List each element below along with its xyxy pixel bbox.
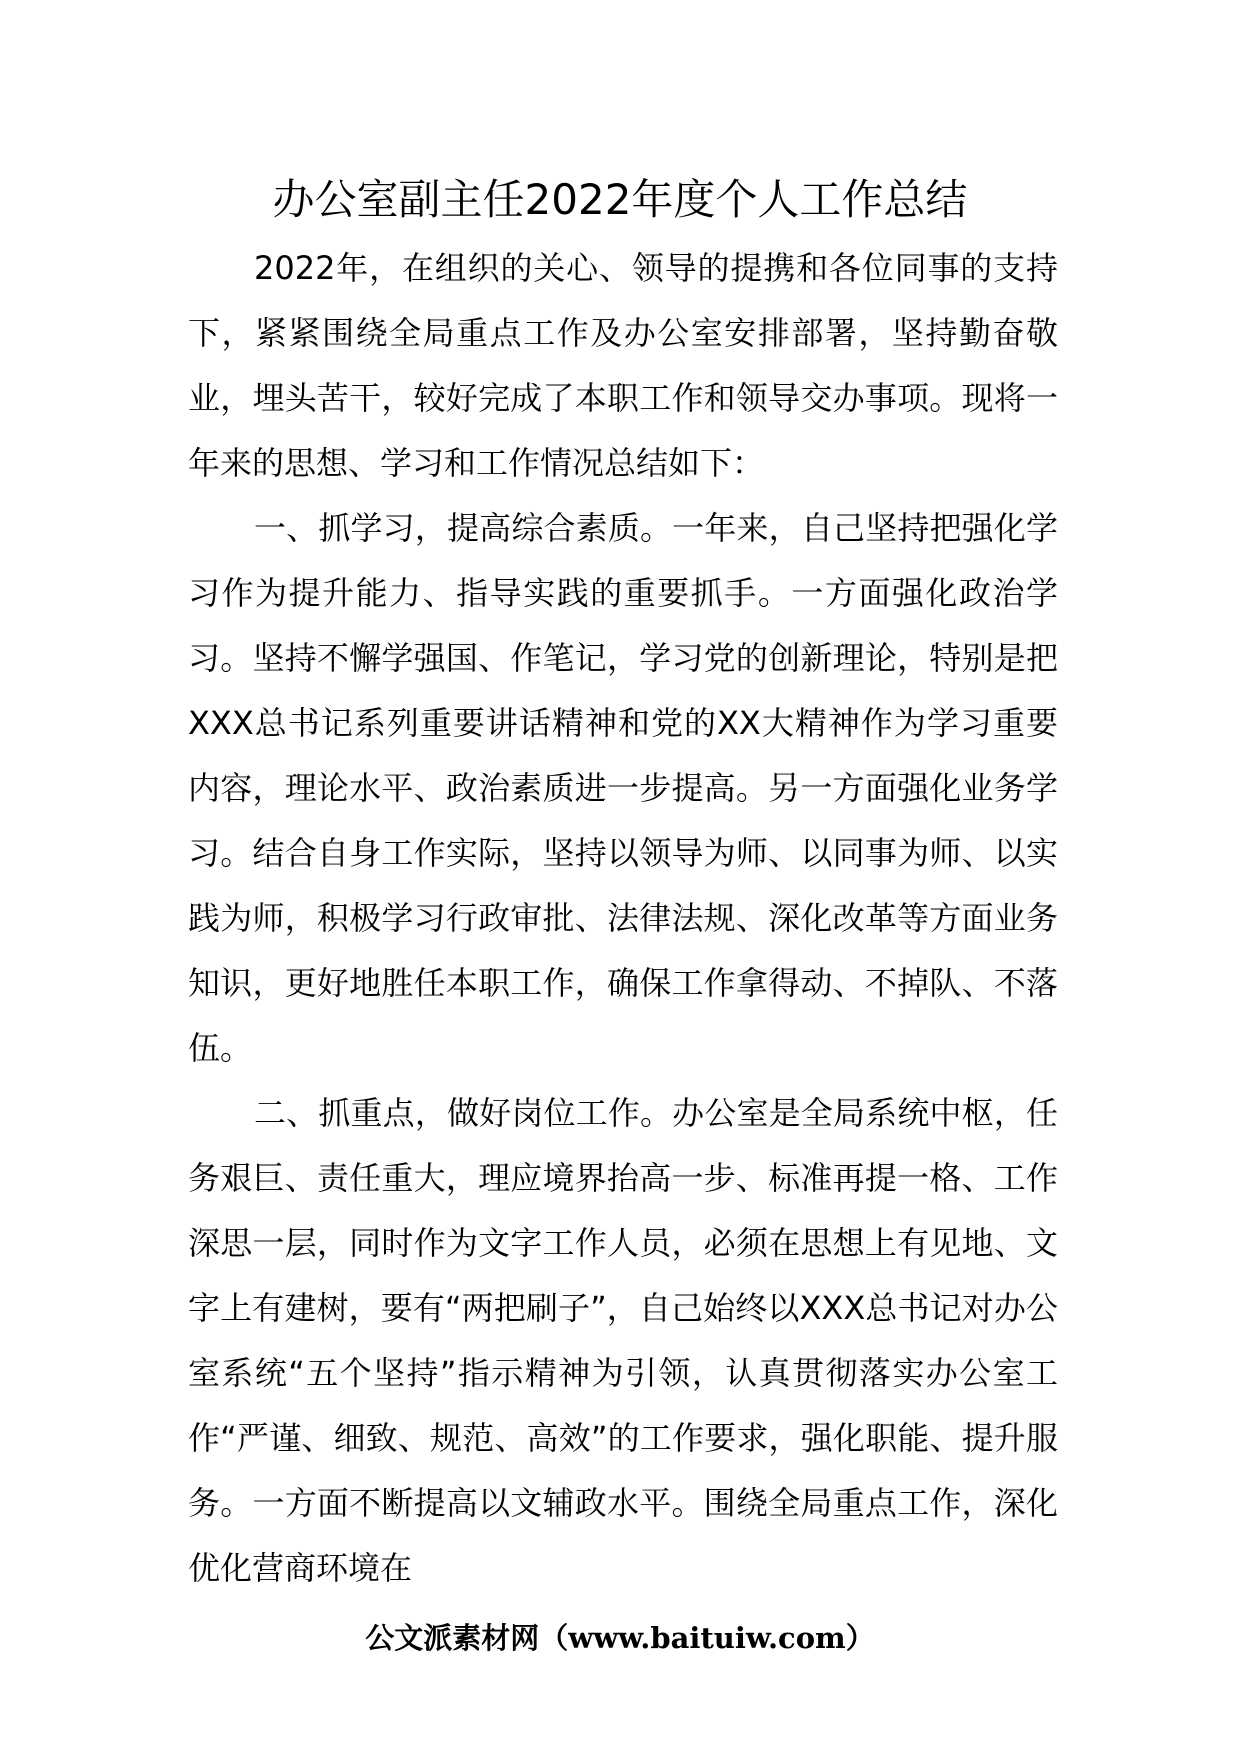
document-title: 办公室副主任2022年度个人工作总结 (272, 175, 968, 224)
paragraph-intro: 2022年，在组织的关心、领导的提携和各位同事的支持下，紧紧围绕全局重点工作及办公室安排部署，坚持勤奋敬业，埋头苦干，较好完成了本职工作和领导交办事项。现将一年来的思想、学习和工作情况总结如下： (188, 249, 1058, 482)
paragraph-section-1: 一、抓学习，提高综合素质。一年来，自己坚持把强化学习作为提升能力、指导实践的重要抓手。一方面强化政治学习。坚持不懈学强国、作笔记，学习党的创新理论，特别是把XXX总书记系列重要讲话精神和党的XX大精神作为学习重要内容，理论水平、政治素质进一步提高。另一方面强化业务学习。结合自身工作实际，坚持以领导为师、以同事为师、以实践为师，积极学习行政审批、法律法规、深化改革等方面业务知识，更好地胜任本职工作，确保工作拿得动、不掉队、不落伍。 (188, 509, 1058, 1067)
footer-watermark: 公文派素材网（www.baituiw.com） (365, 1621, 875, 1655)
paragraph-section-2: 二、抓重点，做好岗位工作。办公室是全局系统中枢，任务艰巨、责任重大，理应境界抬高一步、标准再提一格、工作深思一层，同时作为文字工作人员，必须在思想上有见地、文字上有建树，要有“两把刷子”，自己始终以XXX总书记对办公室系统“五个坚持”指示精神为引领，认真贯彻落实办公室工作“严谨、细致、规范、高效”的工作要求，强化职能、提升服务。一方面不断提高以文辅政水平。围绕全局重点工作，深化优化营商环境在 (188, 1094, 1058, 1587)
document-body (188, 236, 1058, 1601)
